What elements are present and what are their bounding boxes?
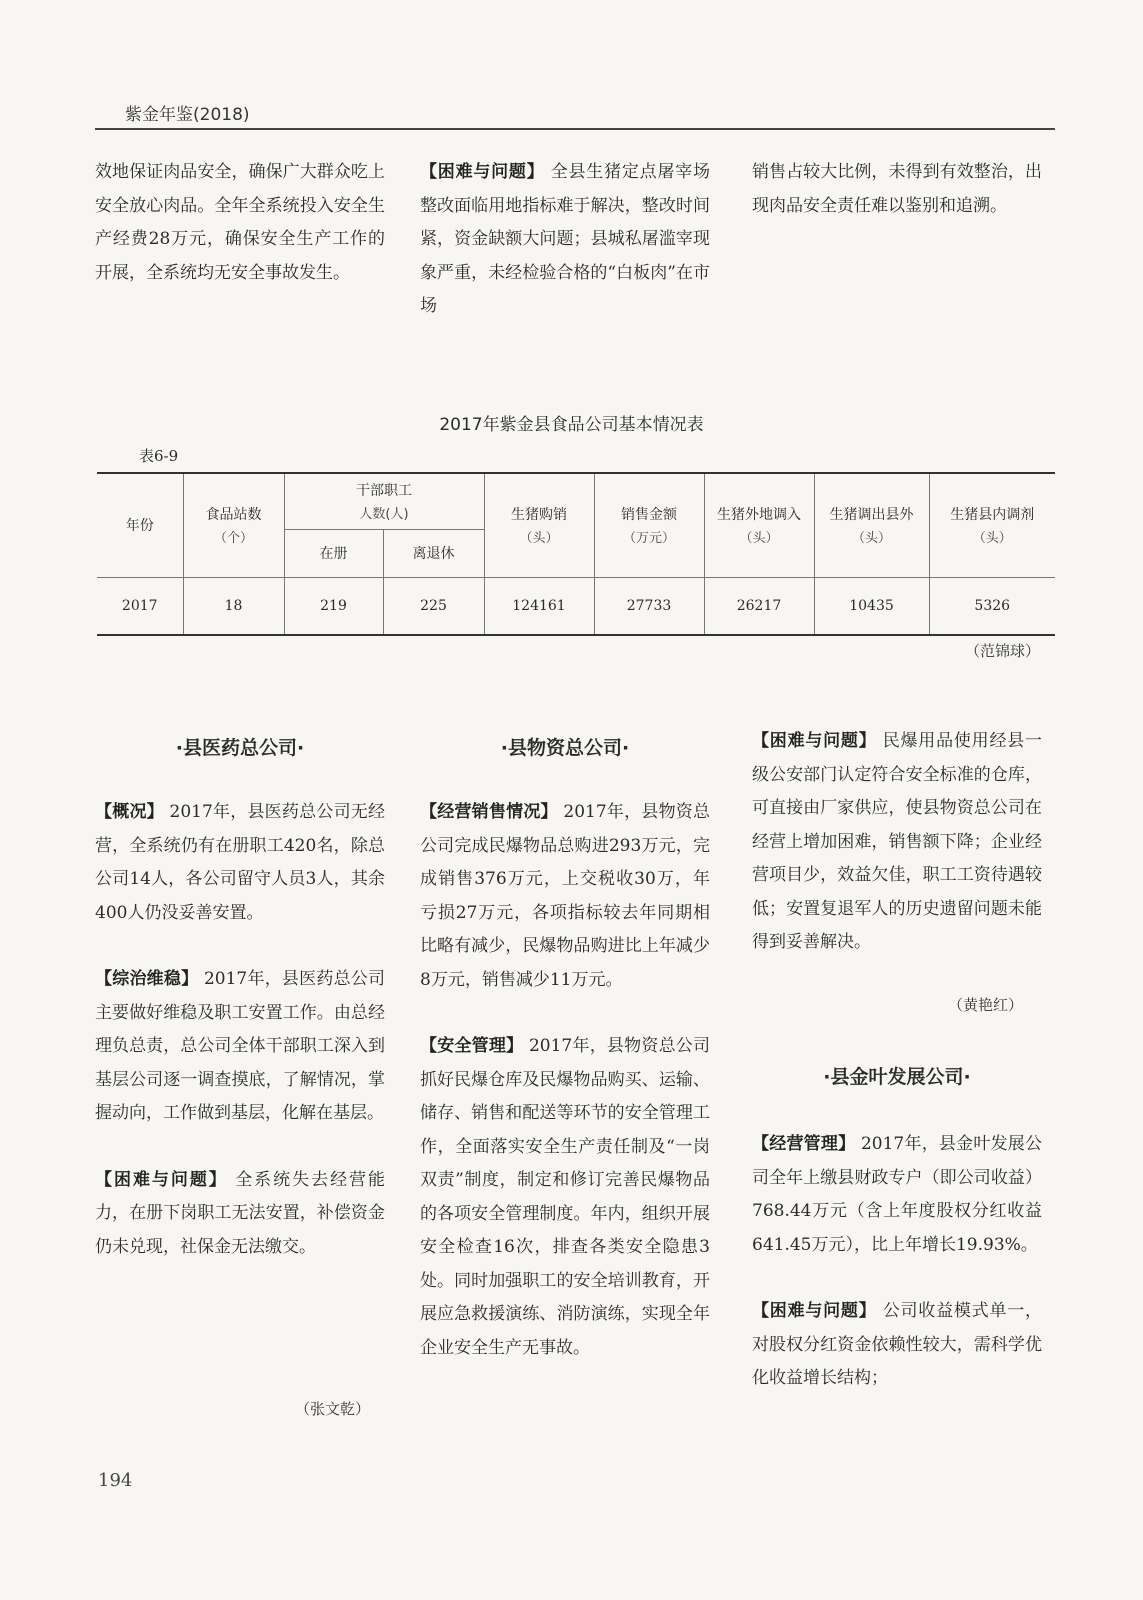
top-column-2-tag: 【困难与问题】 [420,162,545,182]
pharma-problems-tag: 【困难与问题】 [95,1169,228,1190]
header-registered: 在册 [284,529,383,577]
header-purchase-label: 生猪购销 [511,507,567,524]
top-column-1-text: 效地保证肉品安全，确保广大群众吃上安全放心肉品。全年全系统投入安全生产经费28万元，确保安全生产工作的开展，全系统均无安全事故发生。 [95,162,385,283]
header-internal [929,473,1055,577]
pharma-overview [95,796,385,930]
cell-internal: 5326 [929,577,1055,635]
cell-year: 2017 [97,577,183,635]
header-sales-label: 销售金额 [621,507,677,524]
jinye-problems-tag: 【困难与问题】 [752,1301,877,1321]
materials-problems-tag: 【困难与问题】 [752,731,877,751]
header-export-label: 生猪调出县外 [829,507,914,524]
cell-export: 10435 [814,577,929,635]
materials-safety-tag: 【安全管理】 [420,1036,524,1056]
header-year: 年份 [97,473,183,577]
section-materials-body [420,796,710,1365]
cell-retired: 225 [383,577,484,635]
pharma-problems-text: 全系统失去经营能力，在册下岗职工无法安置，补偿资金仍未兑现，社保金无法缴交。 [95,1169,386,1257]
page-header [95,94,1055,130]
table-row [97,577,1055,635]
table-number: 表6-9 [139,447,179,465]
table-author: （范锦球） [965,642,1041,660]
pharma-problems [95,1164,385,1265]
header-internal-label: 生猪县内调剂 [950,507,1035,524]
food-company-table [97,472,1055,636]
header-title: 紫金年鉴(2018) [125,105,250,125]
pharma-stability-text: 2017年，县医药总公司主要做好维稳及职工安置工作。由总经理负总责，总公司全体干部职工深入到基层公司逐一调查摸底，了解情况，掌握动向，工作做到基层，化解在基层。 [95,969,386,1123]
top-column-2 [420,156,710,324]
materials-sales-tag: 【经营销售情况】 [420,802,558,822]
materials-sales-text: 2017年，县物资总公司完成民爆物品总购进293万元，完成销售376万元，上交税收30万，年亏损27万元，各项指标较去年同期相比略有减少，民爆物品购进比上年减少8万元，销售减少11万元。 [420,802,711,990]
section-pharma-author: （张文乾） [295,1400,371,1418]
header-purchase [484,473,594,577]
top-column-1 [95,156,385,290]
page-number: 194 [98,1470,133,1491]
cell-purchase: 124161 [484,577,594,635]
header-internal-unit: （头） [972,531,1012,547]
section-jinye-title: ·县金叶发展公司· [823,1066,971,1088]
header-stations [183,473,284,577]
header-purchase-unit: （头） [519,531,559,547]
materials-sales [420,796,710,997]
materials-safety [420,1030,710,1365]
section-materials-continued [752,725,1042,960]
cell-import: 26217 [704,577,814,635]
jinye-management [752,1128,1042,1262]
section-materials-author: （黄艳红） [948,996,1024,1014]
top-column-3-text: 销售占较大比例，未得到有效整治，出现肉品安全责任难以鉴别和追溯。 [752,162,1042,216]
header-stations-label: 食品站数 [205,507,262,524]
materials-problems-text: 民爆用品使用经县一级公安部门认定符合安全标准的仓库，可直接由厂家供应，使县物资总公司在经营上增加困难，销售额下降；企业经营项目少，效益欠佳，职工工资待遇较低；安置复退军人的历史遗留问题未能得到妥善解决。 [752,731,1043,952]
materials-problems [752,725,1042,960]
section-pharma-title: ·县医药总公司· [175,737,305,759]
header-retired: 离退休 [383,529,484,577]
section-materials-title: ·县物资总公司· [500,737,630,759]
header-import-unit: （头） [739,531,779,547]
cell-stations: 18 [183,577,284,635]
materials-safety-text: 2017年，县物资总公司抓好民爆仓库及民爆物品购买、运输、储存、销售和配送等环节的安全管理工作，全面落实安全生产责任制及“一岗双责”制度，制定和修订完善民爆物品的各项安全管理制度。年内，组织开展安全检查16次，排查各类安全隐患3处。同时加强职工的安全培训教育，开展应急救援演练、消防演练，实现全年企业安全生产无事故。 [420,1036,711,1358]
jinye-problems [752,1295,1042,1396]
top-column-2-text: 全县生猪定点屠宰场整改面临用地指标难于解决，整改时间紧，资金缺额大问题；县城私屠滥宰现象严重，未经检验合格的“白板肉”在市场 [420,162,711,316]
header-staff-label: 干部职工 [356,483,412,500]
jinye-problems-text: 公司收益模式单一，对股权分红资金依赖性较大，需科学优化收益增长结构； [752,1301,1043,1388]
header-staff [284,473,484,529]
pharma-stability-tag: 【综治维稳】 [95,969,199,989]
header-import-label: 生猪外地调入 [717,507,801,524]
top-column-2-paragraph [420,156,710,324]
header-import [704,473,814,577]
pharma-overview-text: 2017年，县医药总公司无经营，全系统仍有在册职工420名，除总公司14人，各公司留守人员3人，其余400人仍没妥善安置。 [95,802,386,923]
table-title: 2017年紫金县食品公司基本情况表 [439,415,704,435]
pharma-stability [95,963,385,1131]
header-sales [594,473,704,577]
header-staff-unit: 人数(人) [359,507,409,523]
pharma-overview-tag: 【概况】 [95,802,164,822]
header-export-unit: （头） [851,531,891,547]
jinye-management-tag: 【经营管理】 [752,1134,856,1154]
section-pharma-body [95,796,385,1264]
top-column-3 [752,156,1042,223]
cell-registered: 219 [284,577,383,635]
header-stations-unit: （个） [213,531,253,547]
section-jinye-body [752,1128,1042,1396]
header-sales-unit: （万元） [622,531,675,547]
cell-sales: 27733 [594,577,704,635]
jinye-management-text: 2017年，县金叶发展公司全年上缴县财政专户（即公司收益）768.44万元（含上年度股权分红收益641.45万元），比上年增长19.93%。 [752,1134,1043,1255]
header-export [814,473,929,577]
